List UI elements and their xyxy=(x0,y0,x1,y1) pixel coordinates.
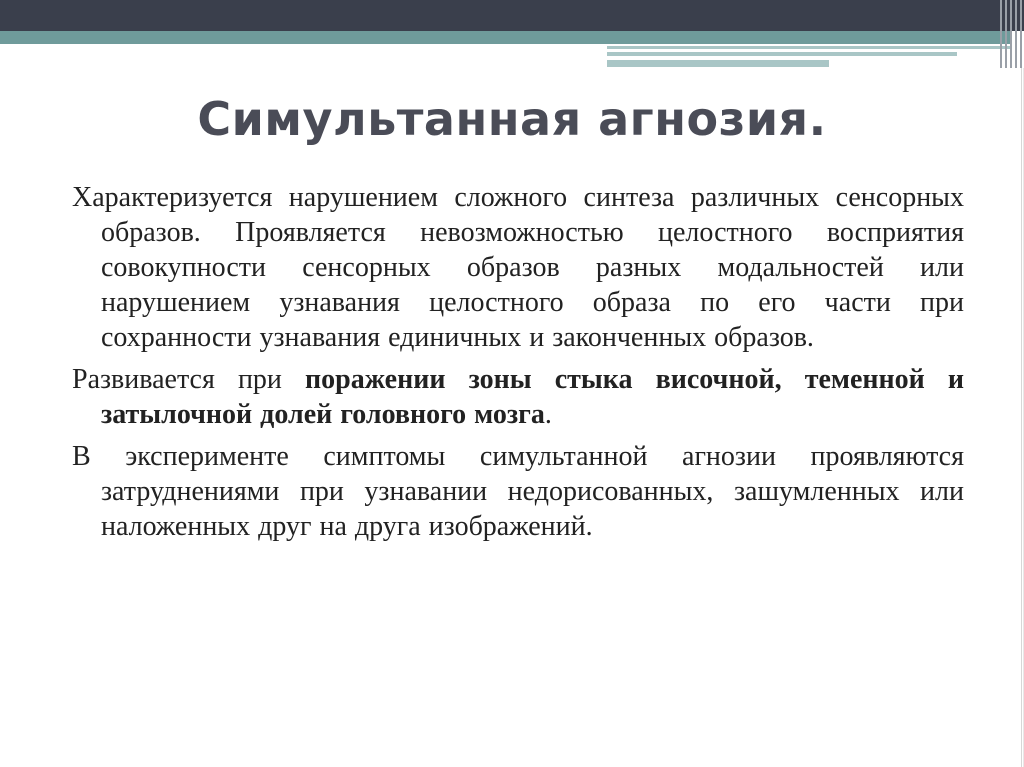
header-teal-band xyxy=(0,31,1010,44)
header-accent-line xyxy=(607,60,829,67)
slide-title: Симультанная агнозия. xyxy=(197,92,827,146)
paragraph-text: . xyxy=(544,399,552,430)
header-dark-band xyxy=(0,0,1024,31)
slide-body xyxy=(72,180,964,551)
header-accent-line xyxy=(607,46,1010,49)
header-accent-line xyxy=(607,52,957,56)
paragraph-characteristics: Характеризуется нарушением сложного синтеза различных сенсорных образов. Проявляется невозможностью целостного восприятия совокупности сенсорных образов разных модальностей или нарушением узнавания целостного образа по его части при сохранности узнавания единичных и законченных образов. xyxy=(72,182,964,353)
paragraph-localization xyxy=(72,362,964,432)
paragraph-bold-text: поражении зоны стыка височной, теменной и затылочной долей головного мозга xyxy=(101,364,964,430)
header-vertical-stripes xyxy=(998,0,1024,68)
right-edge-line xyxy=(1021,68,1022,767)
paragraph-text: Развивается при xyxy=(72,364,306,395)
paragraph-experiment: В эксперименте симптомы симультанной агнозии проявляются затруднениями при узнавании недорисованных, зашумленных или наложенных друг на друга изображений. xyxy=(72,441,964,542)
